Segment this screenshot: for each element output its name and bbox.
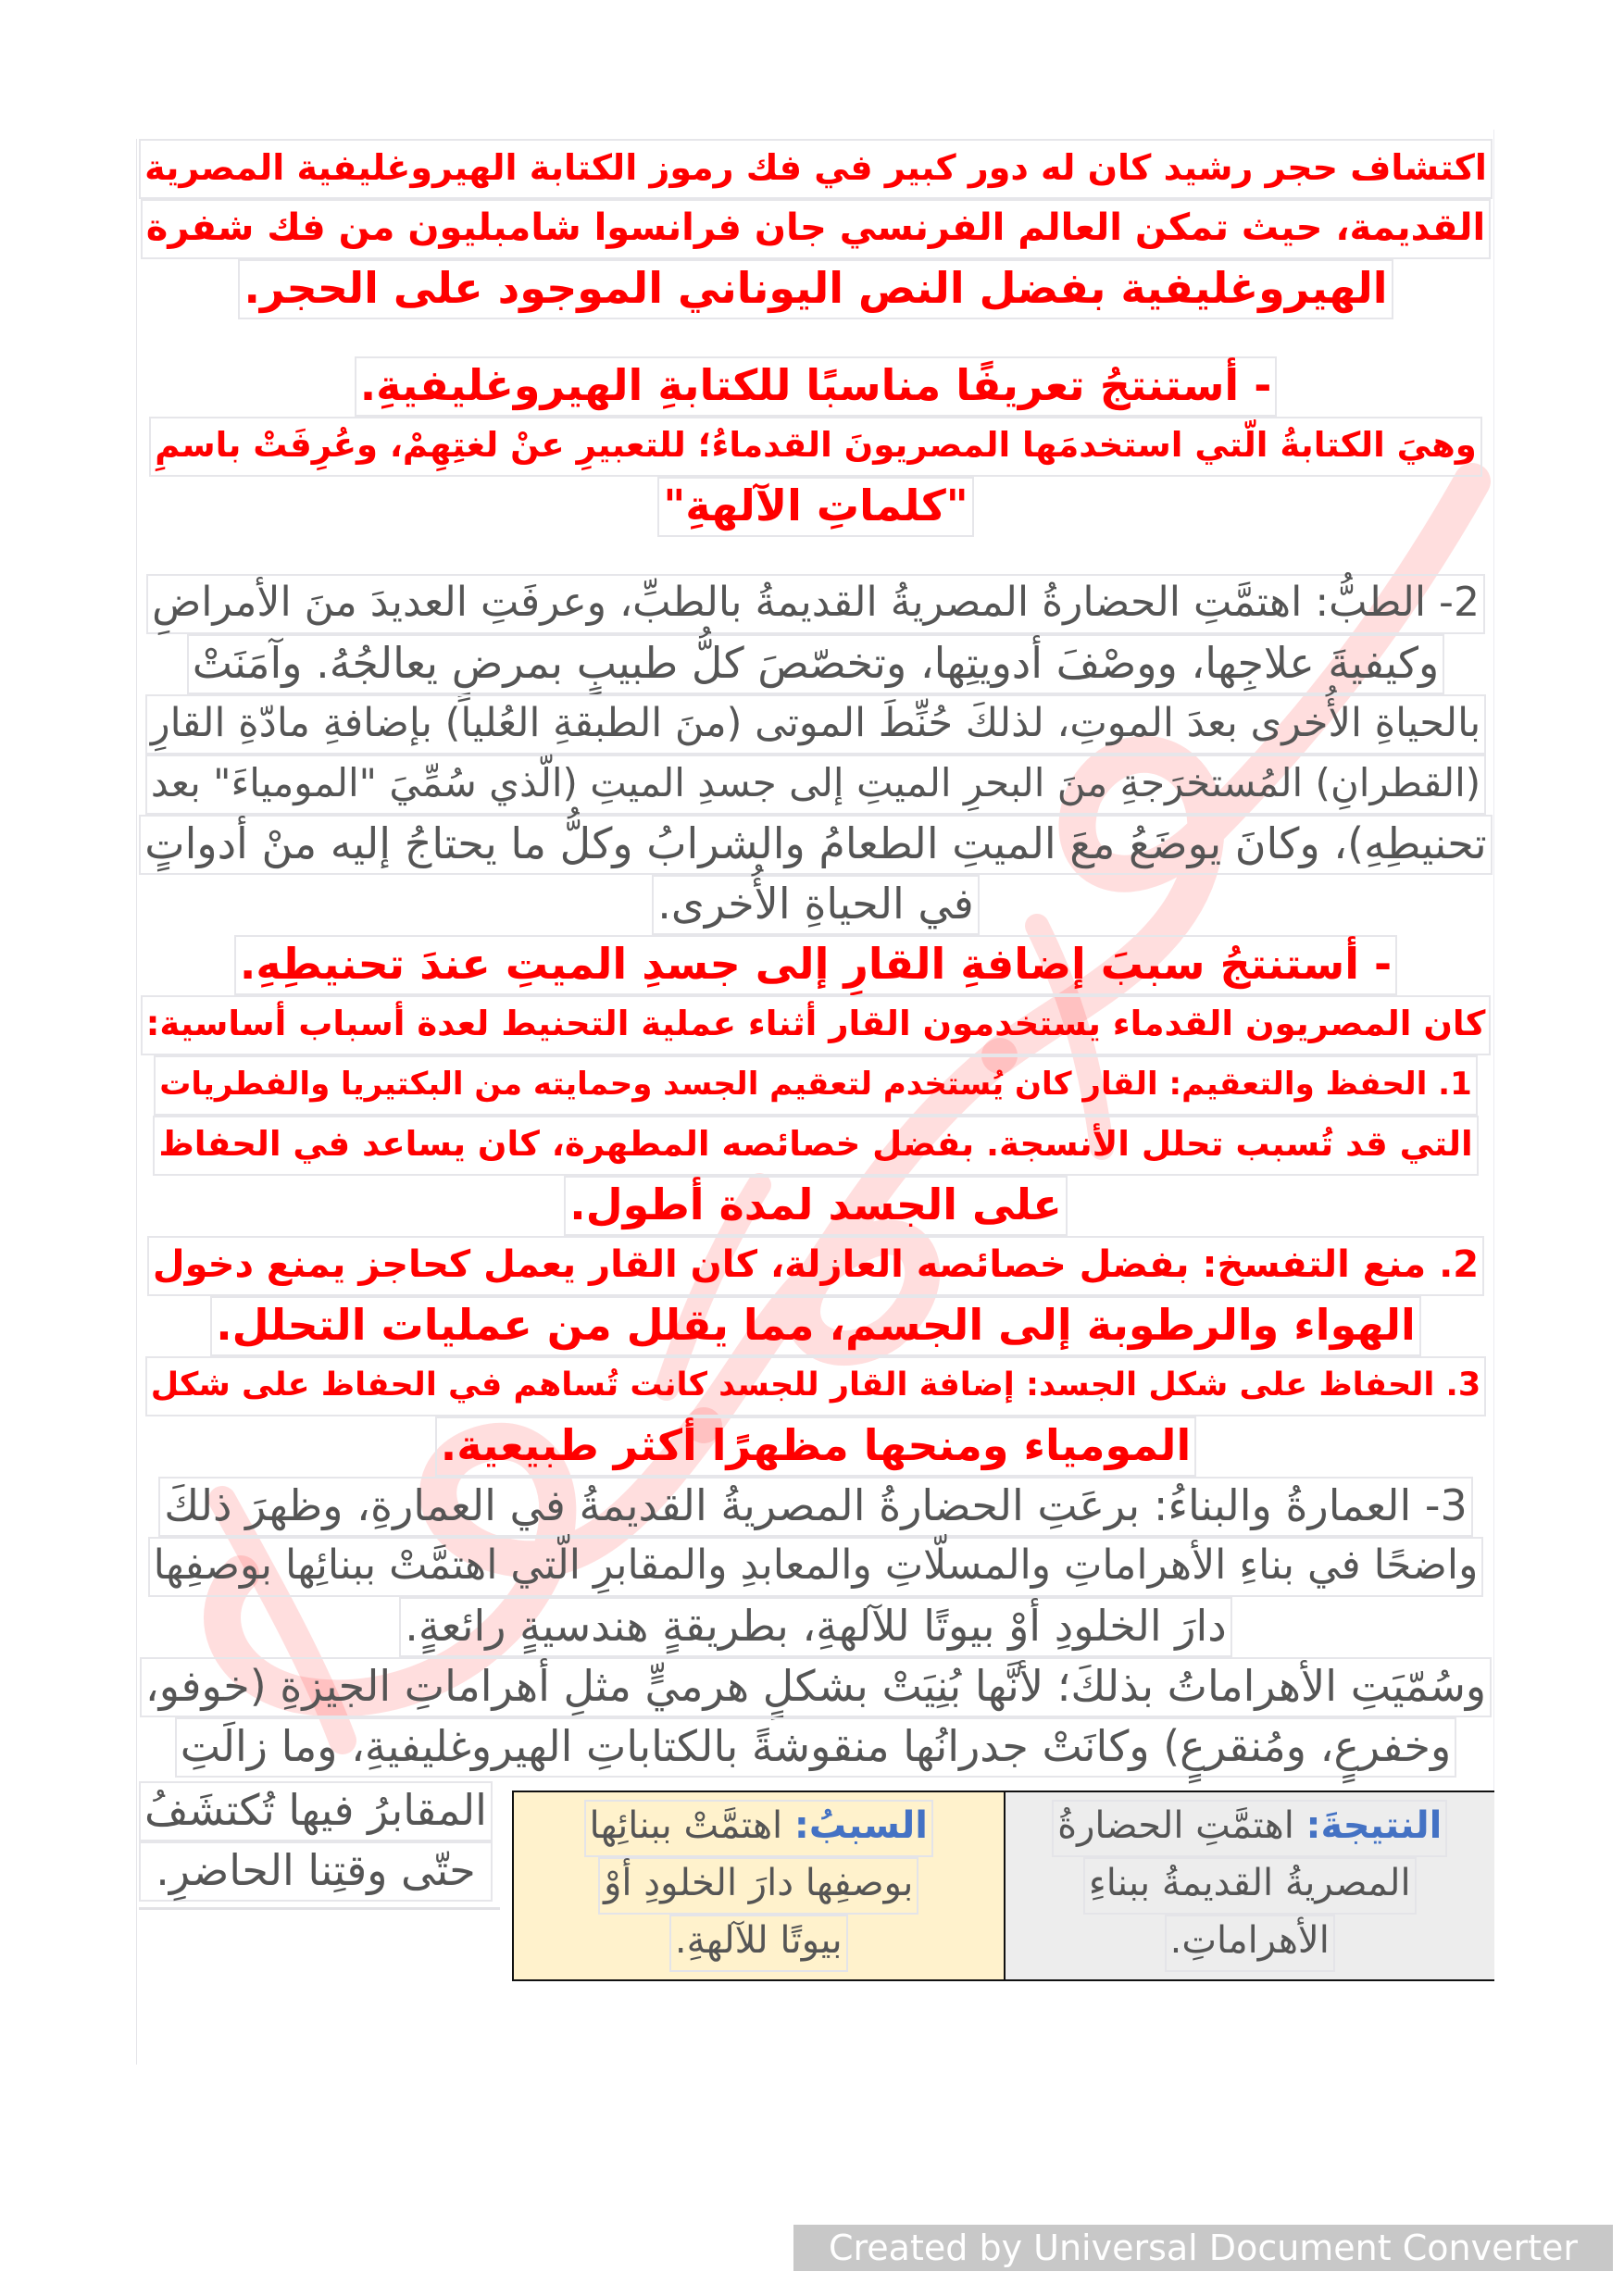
table-line: الأهراماتِ. (1165, 1915, 1335, 1972)
text-line: وسُمّيَتِ الأهراماتُ بذلكَ؛ لأنَّها بُنِيَتْ بشكلٍ هرميٍّ مثلِ أهراماتِ الجيزةِ (خوفو، (140, 1657, 1492, 1717)
reason-item (139, 1236, 1493, 1356)
cause-text: اهتمَّتْ ببنائِها (589, 1804, 783, 1847)
text-line: على الجسد لمدة أطول. (564, 1176, 1068, 1236)
medicine-paragraph (139, 574, 1493, 935)
text-line: اكتشاف حجر رشيد كان له دور كبير في فك رموز الكتابة الهيروغليفية المصرية (139, 139, 1493, 199)
question-prompt: - أستنتجُ سببَ إضافةِ القارِ إلى جسدِ الميتِ عندَ تحنيطِهِ. (234, 935, 1397, 995)
text-line: في الحياةِ الأُخرى. (652, 875, 980, 935)
rosetta-paragraph (139, 139, 1493, 319)
cause-label: السببُ: (793, 1804, 928, 1847)
text-line: وخفرعٍ، ومُنقرعٍ) وكانَتْ جدرانُها منقوشةً بالكتاباتِ الهيروغليفيةِ، وما زالَتِ (175, 1717, 1456, 1778)
question-prompt: - أستنتجُ تعريفًا مناسبًا للكتابةِ الهيروغليفيةِ. (355, 356, 1278, 417)
text-line: 2. منع التفسخ: بفضل خصائصه العازلة، كان القار يعمل كحاجز يمنع دخول (147, 1236, 1484, 1296)
text-line: 3- العمارةُ والبناءُ: برعَتِ الحضارةُ المصريةُ القديمةُ في العمارةِ، وظهرَ ذلكَ (158, 1477, 1473, 1537)
answer-line: وهيَ الكتابةُ الّتي استخدمَها المصريونَ القدماءُ؛ للتعبيرِ عنْ لغتِهِمْ، وعُرِفَتْ باسمِ (149, 417, 1482, 477)
architecture-bottom (139, 1781, 1493, 1994)
answer-line: "كلماتِ الآلهةِ" (657, 477, 973, 537)
cause-cell (514, 1792, 1006, 1979)
text-line: 1. الحفظ والتعقيم: القار كان يُستخدم لتعقيم الجسد وحمايته من البكتيريا والفطريات (154, 1055, 1478, 1116)
divider (139, 1907, 500, 1910)
text-line: تحنيطِهِ)، وكانَ يوضَعُ معَ الميتِ الطعامُ والشرابُ وكلُّ ما يحتاجُ إليه منْ أدواتٍ (139, 815, 1492, 875)
text-line: التي قد تُسبب تحلل الأنسجة. بفضل خصائصه المطهرة، كان يساعد في الحفاظ (153, 1116, 1478, 1176)
architecture-paragraph (139, 1477, 1493, 1778)
result-text: اهتمَّتِ الحضارةُ (1057, 1804, 1294, 1847)
text-line: 3. الحفاظ على شكل الجسد: إضافة القار للجسد كانت تُساهم في الحفاظ على شكل (145, 1356, 1486, 1416)
document-body (139, 139, 1493, 1994)
definition-question (139, 356, 1493, 537)
cause-effect-table (512, 1791, 1494, 1981)
text-line: حتّى وقتِنا الحاضرِ. (139, 1841, 493, 1902)
text-line: القديمة، حيث تمكن العالم الفرنسي جان فرانسوا شامبليون من فك شفرة (141, 199, 1492, 259)
text-line: دارَ الخلودِ أوْ بيوتًا للآلهةِ، بطريقةٍ هندسيةٍ رائعةٍ. (399, 1597, 1232, 1657)
result-label: النتيجةَ: (1305, 1804, 1443, 1847)
result-cell (1006, 1792, 1495, 1979)
text-line: واضحًا في بناءِ الأهراماتِ والمسلّاتِ والمعابدِ والمقابرِ الّتي اهتمَّتْ ببنائِها بوصفِها (148, 1537, 1484, 1597)
text-line: (القطرانِ) المُستخرَجةِ منَ البحرِ الميتِ إلى جسدِ الميتِ (الّذي سُمِّيَ "المومياءَ" بعد (145, 755, 1486, 815)
table-line: المصريةُ القديمةُ ببناءِ (1083, 1857, 1417, 1915)
tar-question (139, 935, 1493, 1477)
text-line: 2- الطبُّ: اهتمَّتِ الحضارةُ المصريةُ القديمةُ بالطبِّ، وعرفَتِ العديدَ منَ الأمراضِ (146, 574, 1485, 634)
architecture-tail (139, 1781, 493, 1902)
page-margin-line (136, 139, 137, 2065)
text-line: الهواء والرطوبة إلى الجسم، مما يقلل من عمليات التحلل. (210, 1296, 1421, 1356)
text-line: المقابرُ فيها تُكتشَفُ (139, 1781, 493, 1841)
text-line: المومياء ومنحها مظهرًا أكثر طبيعية. (435, 1416, 1196, 1477)
text-line: وكيفيةَ علاجِها، ووصْفَ أدويتِها، وتخصّصَ كلُّ طبيبٍ بمرضٍ يعالجُهُ. وآمَنَتْ (187, 634, 1444, 694)
table-line (584, 1800, 933, 1857)
page-margin-line-right (1493, 130, 1494, 1870)
reason-item (139, 1356, 1493, 1477)
text-line: الهيروغليفية بفضل النص اليوناني الموجود على الحجر. (238, 259, 1393, 319)
text-line: بالحياةِ الأُخرى بعدَ الموتِ، لذلكَ حُنِّطَ الموتى (منَ الطبقةِ العُليا) بإضافةِ مادّةِ القارِ (145, 694, 1486, 755)
table-line: بيوتًا للآلهةِ. (669, 1915, 848, 1972)
table-line (1052, 1800, 1447, 1857)
answer-intro: كان المصريون القدماء يستخدمون القار أثناء عملية التحنيط لعدة أسباب أساسية: (141, 995, 1492, 1055)
reason-item (139, 1055, 1493, 1236)
table-line: بوصفِها دارَ الخلودِ أوْ (598, 1857, 918, 1915)
converter-footer-banner: Created by Universal Document Converter (793, 2225, 1613, 2271)
